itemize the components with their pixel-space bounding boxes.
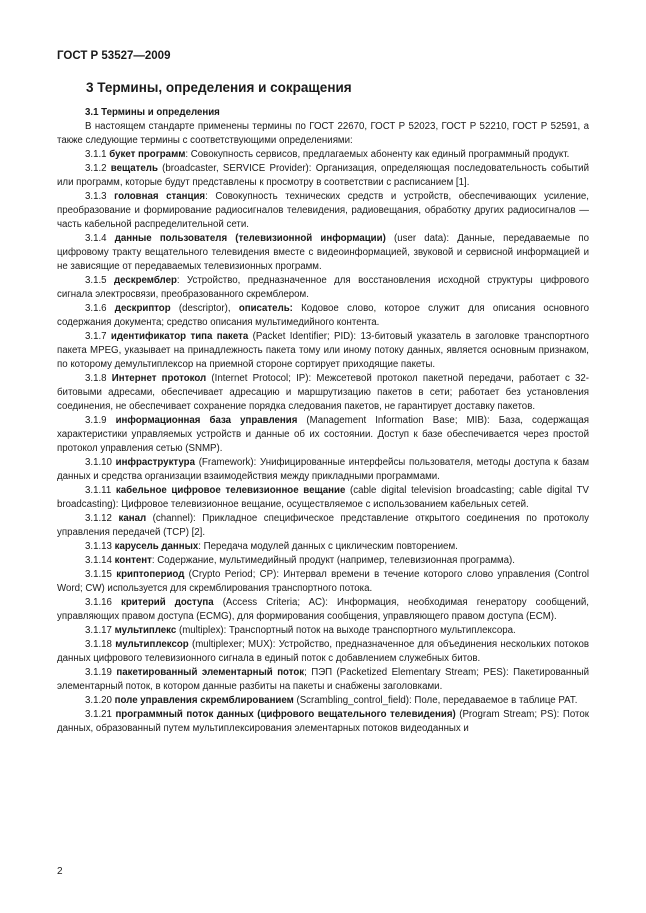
term-definition: : Содержание, мультимедийный продукт (например, телевизионная программа). xyxy=(151,555,515,566)
section-title: 3 Термины, определения и сокращения xyxy=(86,80,352,95)
term-definition: (channel): Прикладное специфическое представление открытого соединения по протоколу управления передачей (TCP) [2]. xyxy=(57,513,589,538)
term-number: 3.1.3 xyxy=(85,191,115,202)
intro-paragraph: В настоящем стандарте применены термины по ГОСТ 22670, ГОСТ Р 52023, ГОСТ Р 52210, ГОСТ Р 52591, а также следующие термины с соответствующими определениями: xyxy=(57,121,589,146)
term-entry xyxy=(57,540,589,554)
document-header: ГОСТ Р 53527—2009 xyxy=(57,50,171,62)
term-name: идентификатор типа пакета xyxy=(110,331,249,342)
term-number: 3.1.5 xyxy=(85,275,114,286)
term-definition: : Совокупность сервисов, предлагаемых абоненту как единый программный продукт. xyxy=(185,149,570,160)
term-number: 3.1.9 xyxy=(85,415,116,426)
term-entry xyxy=(57,568,589,596)
document-body xyxy=(57,106,589,736)
terms-list xyxy=(57,148,589,736)
term-number: 3.1.6 xyxy=(85,303,115,314)
term-name: информационная база управления xyxy=(115,415,298,426)
term-name: кабельное цифровое телевизионное вещание xyxy=(115,485,346,496)
term-number: 3.1.2 xyxy=(85,163,111,174)
term-name: поле управления скремблированием xyxy=(114,695,294,706)
term-definition: (Scrambling_control_field): Поле, передаваемое в таблице PAT. xyxy=(293,695,578,706)
term-name: контент xyxy=(114,555,152,566)
term-entry xyxy=(57,330,589,372)
term-number: 3.1.13 xyxy=(85,541,115,552)
term-number: 3.1.20 xyxy=(85,695,115,706)
term-number: 3.1.14 xyxy=(85,555,115,566)
term-entry xyxy=(57,190,589,232)
term-name: мультиплекс xyxy=(114,625,177,636)
term-name: дескремблер xyxy=(113,275,177,286)
term-number: 3.1.10 xyxy=(85,457,116,468)
term-name: вещатель xyxy=(110,163,158,174)
term-name: карусель данных xyxy=(114,541,199,552)
term-entry xyxy=(57,554,589,568)
term-definition: (user data): Данные, передаваемые по цифровому тракту вещательного телевидения вместе с видеоинформацией, звуковой и сервисной информацией и не зависящие от передаваемых телевизионных программ. xyxy=(57,233,589,272)
term-entry xyxy=(57,372,589,414)
term-definition: (multiplexer; MUX): Устройство, предназначенное для объединения нескольких потоков данных цифрового телевизионного сигнала в единый поток с добавлением служебных битов. xyxy=(57,639,589,664)
term-definition: (multiplex): Транспортный поток на выходе транспортного мультиплексора. xyxy=(176,625,516,636)
term-entry xyxy=(57,666,589,694)
term-entry xyxy=(57,274,589,302)
term-name: критерий доступа xyxy=(120,597,214,608)
term-number: 3.1.17 xyxy=(85,625,115,636)
term-entry xyxy=(57,484,589,512)
term-number: 3.1.1 xyxy=(85,149,110,160)
term-definition: (Crypto Period; CP): Интервал времени в течение которого слово управления (Control Word; CW) используется для скремблирования транспортного потока. xyxy=(57,569,589,594)
term-name: букет программ xyxy=(109,149,186,160)
term-definition: (Program Stream; PS): Поток данных, образованный путем мультиплексирования элементарных потоков видеоданных и xyxy=(57,709,589,734)
term-definition: : Устройство, предназначенное для восстановления исходной структуры цифрового сигнала электросвязи, преобразованного скремблером. xyxy=(57,275,589,300)
term-definition: : Передача модулей данных с циклическим повторением. xyxy=(198,541,458,552)
term-name-alt: описатель: xyxy=(238,303,293,314)
term-number: 3.1.8 xyxy=(85,373,112,384)
term-entry xyxy=(57,414,589,456)
term-number: 3.1.12 xyxy=(85,513,119,524)
term-entry xyxy=(57,162,589,190)
term-entry xyxy=(57,302,589,330)
term-definition: (cable digital television broadcasting; cable digital TV broadcasting): Цифровое телевизионное вещание, осуществляемое с использованием кабельных сетей. xyxy=(57,485,590,510)
term-entry xyxy=(57,456,589,484)
term-definition: (Framework): Унифицированные интерфейсы пользователя, методы доступа к базам данных и средства организации взаимодействия между прикладными программами. xyxy=(57,457,589,482)
term-definition: (Management Information Base; MIB): База, содержащая характеристики управляемых устройств и данные об их состоянии. Доступ к базе обеспечивается через простой протокол управления сетью (SNMP). xyxy=(57,415,589,454)
term-number: 3.1.19 xyxy=(85,667,117,678)
term-definition: (Internet Protocol; IP): Межсетевой протокол пакетной передачи, работает с 32-битовыми адресами, обеспечивает адресацию и маршрутизацию пакетов в сети; работает без установления соединения, не обеспечивает сохранение порядка следования пакетов, не гарантирует доставку пакетов. xyxy=(57,373,589,412)
term-entry xyxy=(57,624,589,638)
term-definition: : Совокупность технических средств и устройств, обеспечивающих усиление, преобразование и формирование радиосигналов телевидения, радиовещания, обработку других радиосигналов — часть кабельной распределительной сети. xyxy=(57,191,590,230)
term-name: криптопериод xyxy=(116,569,185,580)
term-definition: (descriptor), xyxy=(170,303,239,314)
term-name: дескриптор xyxy=(114,303,171,314)
term-name: инфраструктура xyxy=(115,457,195,468)
term-definition: (Packet Identifier; PID): 13-битовый указатель в заголовке транспортного пакета MPEG, указывает на принадлежность пакета тому или иному потоку данных, является основным признаком, по которому демультиплексор на приемной стороне сортирует приходящие пакеты. xyxy=(57,331,589,370)
term-entry xyxy=(57,638,589,666)
term-name: пакетированный элементарный поток xyxy=(116,667,305,678)
term-entry xyxy=(57,596,589,624)
term-name: Интернет протокол xyxy=(111,373,207,384)
term-entry xyxy=(57,148,589,162)
term-entry xyxy=(57,708,589,736)
term-name: головная станция xyxy=(114,191,206,202)
term-entry xyxy=(57,232,589,274)
term-definition: (Access Criteria; AC): Информация, необходимая генератору сообщений, управляющих правом доступа (ECMG), для формирования сообщения, управляющего правом доступа (ECM). xyxy=(57,597,589,622)
term-number: 3.1.16 xyxy=(85,597,121,608)
term-number: 3.1.4 xyxy=(85,233,115,244)
term-number: 3.1.18 xyxy=(85,639,116,650)
term-number: 3.1.11 xyxy=(85,485,116,496)
term-name: программный поток данных (цифрового вещательного телевидения) xyxy=(115,709,456,720)
page-number: 2 xyxy=(57,866,63,877)
term-entry xyxy=(57,512,589,540)
term-number: 3.1.7 xyxy=(85,331,111,342)
term-name: данные пользователя (телевизионной информации) xyxy=(114,233,386,244)
term-number: 3.1.15 xyxy=(85,569,117,580)
term-definition: (broadcaster, SERVICE Provider): Организация, определяющая последовательность событий или программ, которые будут представлены к просмотру в соответствии с расписанием [1]. xyxy=(57,163,589,188)
term-name: канал xyxy=(118,513,147,524)
term-entry xyxy=(57,694,589,708)
term-definition-cont: Кодовое слово, которое служит для описания основного содержания документа; средство описания мультимедийного контента. xyxy=(57,303,589,328)
subsection-title: 3.1 Термины и определения xyxy=(85,107,220,118)
term-definition: ; ПЭП (Packetized Elementary Stream; PES): Пакетированный элементарный поток, в котором данные разбиты на пакеты и снабжены заголовками. xyxy=(57,667,589,692)
term-name: мультиплексор xyxy=(115,639,189,650)
term-number: 3.1.21 xyxy=(85,709,116,720)
